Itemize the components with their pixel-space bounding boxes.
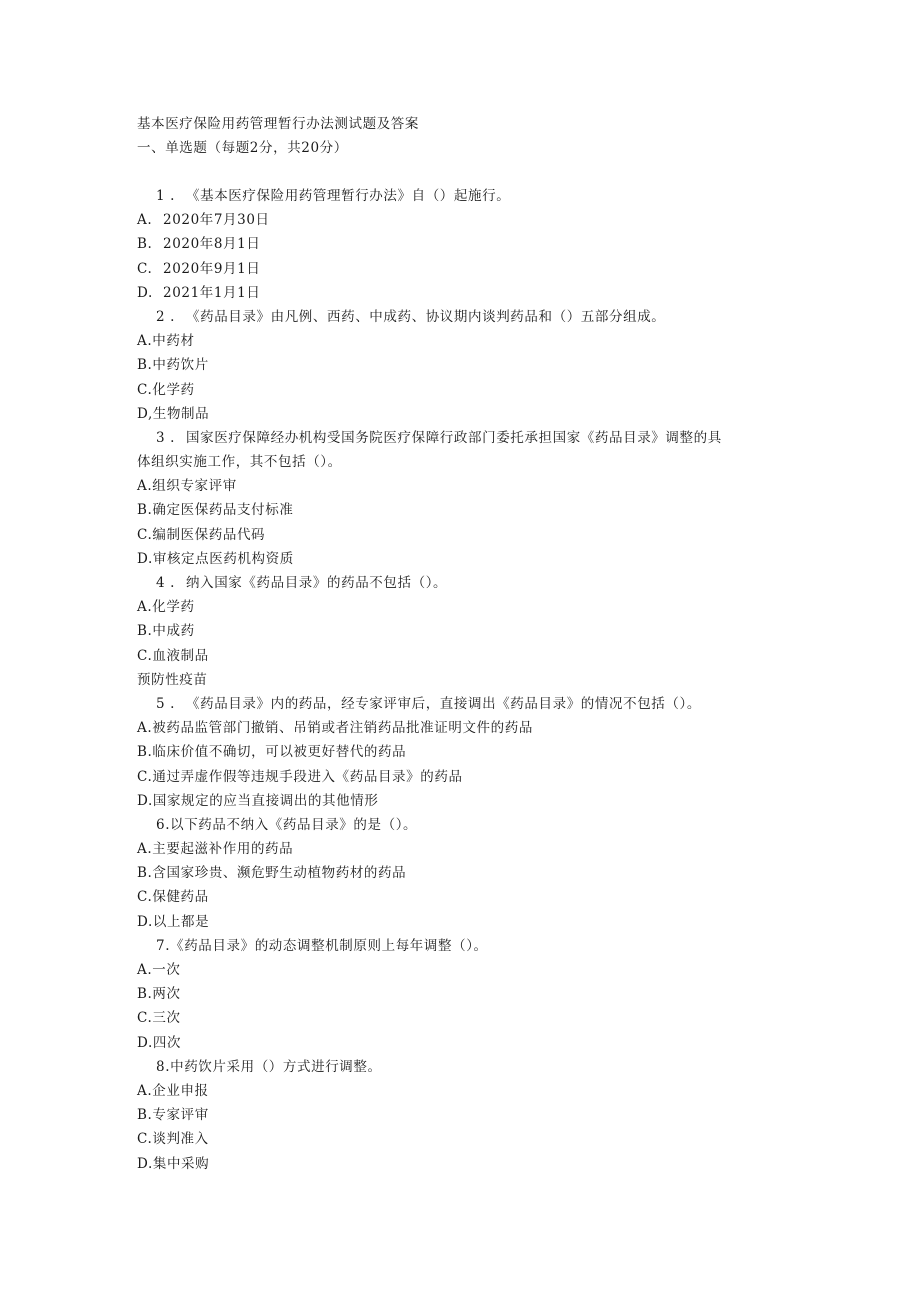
option-text: 中药饮片 xyxy=(152,357,209,374)
option-letter: D. xyxy=(137,913,153,930)
question-6-option-c xyxy=(137,885,797,909)
question-3-option-c xyxy=(137,523,797,547)
question-number: 6. xyxy=(156,816,171,833)
question-text: 以下药品不纳入《药品目录》的是（）。 xyxy=(170,816,418,833)
option-letter: B. xyxy=(137,623,153,640)
option-letter: A. xyxy=(137,841,153,858)
option-text: 以上都是 xyxy=(152,913,210,930)
question-4 xyxy=(137,571,797,595)
question-text: 中药饮片采用（）方式进行调整。 xyxy=(170,1058,382,1075)
option-letter: A. xyxy=(137,1082,153,1099)
option-text: 中成药 xyxy=(152,623,195,640)
question-number: 2 . xyxy=(156,308,175,325)
question-7 xyxy=(137,934,797,958)
option-letter: B. xyxy=(137,357,153,374)
option-letter: A. xyxy=(137,478,153,495)
option-text: 企业申报 xyxy=(152,1082,209,1099)
question-text: 《药品目录》由凡例、西药、中成药、协议期内谈判药品和（）五部分组成。 xyxy=(186,308,666,325)
question-6-option-d xyxy=(137,910,797,934)
option-text: 含国家珍贵、濒危野生动植物药材的药品 xyxy=(152,865,407,882)
option-letter: D. xyxy=(137,284,153,301)
question-number: 8. xyxy=(156,1058,171,1075)
option-letter: C. xyxy=(137,526,153,543)
option-letter: A. xyxy=(137,962,153,978)
option-letter: D. xyxy=(137,550,153,567)
question-1-option-b xyxy=(137,232,797,256)
question-number: 1 . xyxy=(156,188,175,204)
question-text: 《药品目录》内的药品，经专家评审后，直接调出《药品目录》的情况不包括（）。 xyxy=(186,695,701,712)
option-text: 2020年7月30日 xyxy=(163,212,270,229)
question-5-option-b xyxy=(137,740,797,764)
option-letter: A. xyxy=(137,212,153,229)
document-content xyxy=(137,112,797,1176)
option-text: 集中采购 xyxy=(152,1155,210,1172)
option-text: 三次 xyxy=(152,1010,181,1027)
question-number: 7. xyxy=(156,937,171,954)
option-text: 谈判准入 xyxy=(152,1131,209,1148)
question-6-option-a xyxy=(137,837,797,861)
option-text: 预防性疫苗 xyxy=(137,671,208,688)
question-5 xyxy=(137,692,797,716)
section-heading: 一、单选题（每题2分，共20分） xyxy=(137,140,348,156)
question-3-option-d xyxy=(137,547,797,571)
option-letter: B. xyxy=(137,502,153,519)
option-letter: D. xyxy=(137,1034,153,1051)
question-5-option-a xyxy=(137,716,797,740)
question-6-option-b xyxy=(137,861,797,885)
question-8-option-d xyxy=(137,1152,797,1176)
option-letter: C. xyxy=(137,260,153,277)
option-text: 保健药品 xyxy=(152,889,209,906)
option-text: 编制医保药品代码 xyxy=(152,526,266,543)
option-letter: C. xyxy=(137,647,153,664)
question-3-option-a xyxy=(137,474,797,498)
question-text: 纳入国家《药品目录》的药品不包括（）。 xyxy=(186,575,448,591)
question-number: 5 . xyxy=(156,695,175,712)
option-letter: A. xyxy=(137,720,153,737)
option-letter: A. xyxy=(137,599,153,616)
question-3-continuation xyxy=(137,450,797,474)
question-7-option-c xyxy=(137,1006,797,1030)
question-5-option-d xyxy=(137,789,797,813)
option-text: 化学药 xyxy=(152,599,195,616)
question-3-option-b xyxy=(137,498,797,522)
document-title: 基本医疗保险用药管理暂行办法测试题及答案 xyxy=(137,116,419,132)
question-text-continued: 体组织实施工作，其不包括（）。 xyxy=(137,454,342,471)
question-3 xyxy=(137,426,797,450)
option-letter: D. xyxy=(137,792,153,809)
question-2 xyxy=(137,305,797,329)
option-text: 确定医保药品支付标准 xyxy=(152,502,294,519)
question-number: 3 . xyxy=(156,429,175,446)
question-4-option-a xyxy=(137,595,797,619)
option-text: 专家评审 xyxy=(152,1107,209,1124)
option-text: 四次 xyxy=(152,1034,182,1051)
question-4-option-c xyxy=(137,644,797,668)
option-text: 化学药 xyxy=(152,381,195,398)
question-4-option-d xyxy=(137,668,797,692)
option-letter: B. xyxy=(137,744,153,761)
option-text: 中药材 xyxy=(152,333,195,350)
option-letter: B. xyxy=(137,236,153,253)
option-text: 2020年8月1日 xyxy=(163,236,261,253)
option-text: 组织专家评审 xyxy=(152,478,237,495)
option-text: 2020年9月1日 xyxy=(163,260,261,277)
question-1-option-c xyxy=(137,257,797,281)
option-text: 被药品监管部门撤销、吊销或者注销药品批准证明文件的药品 xyxy=(152,720,533,737)
option-letter: B. xyxy=(137,986,153,1003)
question-5-option-c xyxy=(137,765,797,789)
option-letter: A. xyxy=(137,333,153,350)
question-1-option-d xyxy=(137,281,797,305)
option-text: 一次 xyxy=(152,962,181,978)
option-text: 2021年1月1日 xyxy=(163,284,261,301)
option-text: 生物制品 xyxy=(152,405,210,422)
question-2-option-a xyxy=(137,329,797,353)
option-letter: C. xyxy=(137,889,153,906)
option-text: 通过弄虚作假等违规手段进入《药品目录》的药品 xyxy=(152,768,463,785)
question-text: 国家医疗保障经办机构受国务院医疗保障行政部门委托承担国家《药品目录》调整的具 xyxy=(186,429,722,446)
option-letter: B. xyxy=(137,1107,153,1124)
option-text: 临床价值不确切，可以被更好替代的药品 xyxy=(152,744,407,761)
question-4-option-b xyxy=(137,619,797,643)
question-2-option-d xyxy=(137,402,797,426)
option-text: 审核定点医药机构资质 xyxy=(152,550,294,567)
option-text: 两次 xyxy=(152,986,181,1003)
question-1 xyxy=(137,184,797,208)
question-8-option-a xyxy=(137,1079,797,1103)
option-text: 主要起滋补作用的药品 xyxy=(152,841,294,858)
question-2-option-c xyxy=(137,378,797,402)
option-letter: C. xyxy=(137,381,153,398)
question-7-option-b xyxy=(137,982,797,1006)
question-8 xyxy=(137,1055,797,1079)
option-letter: D, xyxy=(137,405,153,422)
question-1-option-a xyxy=(137,208,797,232)
option-text: 国家规定的应当直接调出的其他情形 xyxy=(152,792,379,809)
option-letter: C. xyxy=(137,1010,153,1027)
question-text: 《药品目录》的动态调整机制原则上每年调整（）。 xyxy=(170,937,488,954)
question-2-option-b xyxy=(137,353,797,377)
option-text: 血液制品 xyxy=(152,647,209,664)
question-6 xyxy=(137,813,797,837)
question-number: 4 . xyxy=(156,575,175,591)
option-letter: C. xyxy=(137,768,153,785)
option-letter: D. xyxy=(137,1155,153,1172)
question-text: 《基本医疗保险用药管理暂行办法》自（）起施行。 xyxy=(186,188,511,204)
question-7-option-a xyxy=(137,958,797,982)
option-letter: C. xyxy=(137,1131,153,1148)
question-8-option-b xyxy=(137,1103,797,1127)
question-7-option-d xyxy=(137,1031,797,1055)
question-8-option-c xyxy=(137,1127,797,1151)
option-letter: B. xyxy=(137,865,153,882)
